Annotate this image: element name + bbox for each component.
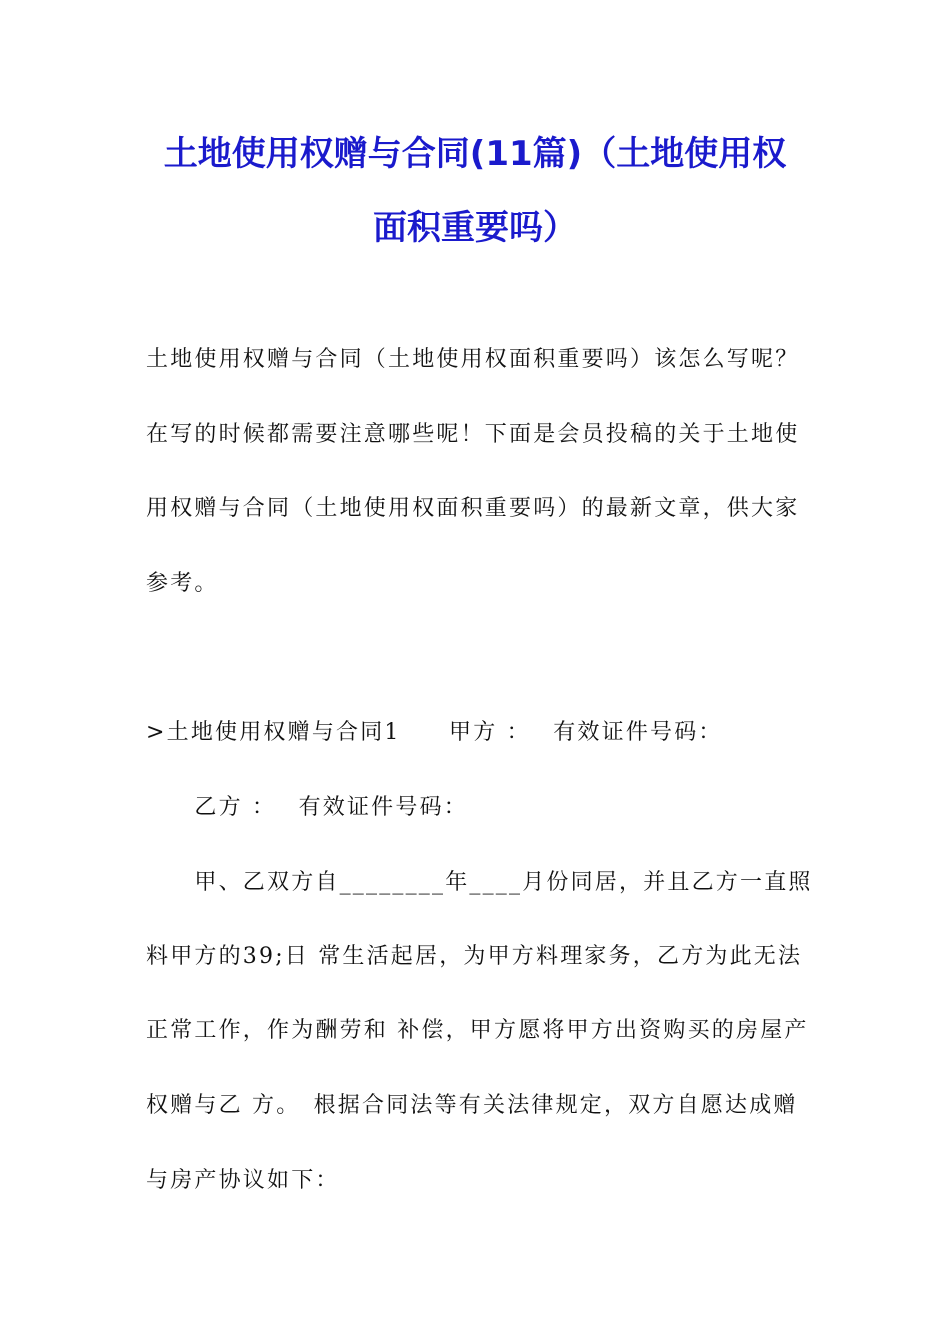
intro-line-2: 在写的时候都需要注意哪些呢！下面是会员投稿的关于土地使 [146,422,800,447]
party-b-line: 乙方 ： 有效证件号码： [146,795,468,820]
body-line-5: 与房产协议如下： [146,1168,340,1193]
body-line-2: 料甲方的39;日 常生活起居，为甲方料理家务，乙方为此无法 [146,944,803,969]
body-line-1: 甲、乙双方自________年____月份同居，并且乙方一直照 [146,870,813,895]
title-line-1: 土地使用权赠与合同(11篇)（土地使用权 [163,134,787,174]
section-heading-line: >土地使用权赠与合同1 甲方 ： 有效证件号码： [146,720,723,745]
title-line-2: 面积重要吗） [373,208,577,248]
intro-line-4: 参考。 [146,571,219,596]
body-line-4: 权赠与乙 方。 根据合同法等有关法律规定，双方自愿达成赠 [146,1093,798,1118]
body-line-3: 正常工作，作为酬劳和 补偿，甲方愿将甲方出资购买的房屋产 [146,1018,809,1043]
intro-line-3: 用权赠与合同（土地使用权面积重要吗）的最新文章，供大家 [146,496,800,521]
intro-line-1: 土地使用权赠与合同（土地使用权面积重要吗）该怎么写呢？ [146,347,800,372]
